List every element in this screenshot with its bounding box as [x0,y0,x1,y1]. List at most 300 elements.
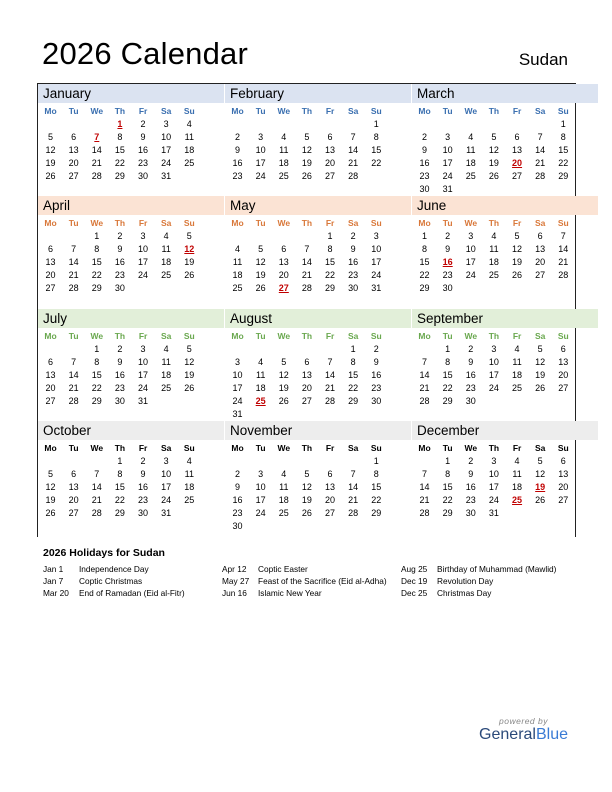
day-cell: 27 [558,495,569,505]
day-cell: 11 [184,132,194,142]
day-cell: 21 [419,495,430,505]
day-cell: 8 [445,357,451,367]
day-cell: 15 [442,482,453,492]
weekday-label: Th [488,331,500,341]
day-cell: 30 [138,508,149,518]
weekday-label: Fr [138,106,148,116]
weekday-label: Tu [68,106,79,116]
day-cell: 19 [301,495,312,505]
day-cell: 18 [512,370,523,380]
holiday-date: Dec 19 [401,576,428,586]
day-cell: 20 [45,383,56,393]
day-cell: 12 [535,357,546,367]
empty-cell [529,118,552,131]
day-cell: 18 [512,482,523,492]
weekday-label: Mo [231,218,244,228]
day-cell: 28 [419,396,430,406]
month-header: May [225,196,411,215]
day-cell: 29 [114,508,125,518]
weekday-label: Mo [44,106,57,116]
day-cell: 10 [442,145,453,155]
day-cell: 4 [186,119,192,129]
weekday-label: Su [370,331,382,341]
day-cell: 21 [535,158,546,168]
day-cell: 4 [235,244,241,254]
day-cell: 8 [422,244,428,254]
day-cell: 11 [466,145,476,155]
day-cell: 10 [371,244,382,254]
month-may [225,196,411,308]
day-cell: 13 [301,370,312,380]
day-cell: 18 [161,370,172,380]
day-cell: 19 [184,257,195,267]
day-cell: 3 [258,132,264,142]
day-cell: 31 [232,409,243,419]
day-cell: 6 [514,132,520,142]
day-cell: 25 [488,270,499,280]
day-cell: 3 [491,344,497,354]
day-cell: 15 [91,370,102,380]
holiday-day: 16 [442,257,453,267]
month-days-grid [38,217,224,295]
day-cell: 30 [114,283,125,293]
day-cell: 27 [512,171,523,181]
day-cell: 23 [465,383,476,393]
day-cell: 10 [161,132,172,142]
day-cell: 12 [301,145,312,155]
day-cell: 3 [235,357,241,367]
day-cell: 18 [255,383,266,393]
day-cell: 26 [301,171,312,181]
day-cell: 11 [279,145,289,155]
day-cell: 9 [422,145,428,155]
day-cell: 9 [350,244,356,254]
day-cell: 9 [235,145,241,155]
holiday-name: Independence Day [79,564,149,574]
day-cell: 18 [278,495,289,505]
day-cell: 12 [535,469,546,479]
day-cell: 26 [278,396,289,406]
day-cell: 17 [255,495,266,505]
day-cell: 3 [468,231,474,241]
holiday-name: Birthday of Muhammad (Mawlid) [437,564,557,574]
month-header: June [412,196,598,215]
empty-cell [226,230,249,243]
weekday-label: Tu [68,331,79,341]
day-cell: 27 [325,171,336,181]
empty-cell [436,118,459,131]
month-october [38,421,224,533]
day-cell: 5 [186,231,192,241]
day-cell: 13 [278,257,289,267]
day-cell: 23 [138,158,149,168]
day-cell: 1 [117,456,123,466]
day-cell: 14 [535,145,546,155]
holiday-date: Dec 25 [401,588,428,598]
day-cell: 13 [45,370,56,380]
empty-cell [295,118,318,131]
day-cell: 25 [232,283,243,293]
weekday-label: Su [183,443,195,453]
day-cell: 13 [45,257,56,267]
day-cell: 19 [45,495,56,505]
day-cell: 14 [68,370,79,380]
holiday-date: Jan 1 [43,564,64,574]
day-cell: 9 [373,357,379,367]
weekday-label: We [464,443,478,453]
day-cell: 21 [325,383,336,393]
holiday-day: 1 [117,119,123,129]
day-cell: 30 [442,283,453,293]
empty-cell [39,455,62,468]
holiday-date: Aug 25 [401,564,428,574]
weekday-label: Sa [534,331,546,341]
day-cell: 14 [325,370,336,380]
day-cell: 23 [114,383,125,393]
day-cell: 7 [304,244,310,254]
day-cell: 26 [184,270,195,280]
weekday-label: Su [557,106,569,116]
day-cell: 17 [161,482,172,492]
day-cell: 2 [373,344,379,354]
day-cell: 8 [117,132,123,142]
day-cell: 20 [68,495,79,505]
month-november [225,421,411,533]
day-cell: 10 [138,357,149,367]
day-cell: 18 [232,270,243,280]
day-cell: 15 [114,482,125,492]
weekday-label: Su [183,218,195,228]
day-cell: 7 [537,132,543,142]
day-cell: 8 [350,357,356,367]
day-cell: 21 [419,383,430,393]
day-cell: 16 [465,370,476,380]
day-cell: 14 [91,482,102,492]
month-september [412,309,598,421]
day-cell: 20 [325,158,336,168]
holiday-day: 27 [278,283,289,293]
day-cell: 19 [301,158,312,168]
day-cell: 2 [235,469,241,479]
month-days-grid [412,442,598,520]
day-cell: 7 [350,469,356,479]
weekday-label: Fr [138,218,148,228]
month-days-grid [412,105,598,196]
day-cell: 27 [45,283,56,293]
day-cell: 16 [232,158,243,168]
day-cell: 13 [558,357,569,367]
day-cell: 7 [422,357,428,367]
day-cell: 26 [45,171,56,181]
weekday-label: Mo [418,106,431,116]
holiday-name: Revolution Day [437,576,494,586]
day-cell: 2 [140,456,146,466]
day-cell: 15 [371,145,382,155]
month-header: December [412,421,598,440]
day-cell: 21 [301,270,312,280]
weekday-label: Sa [347,331,359,341]
weekday-label: Tu [68,218,79,228]
day-cell: 20 [558,482,569,492]
empty-cell [226,343,249,356]
day-cell: 22 [371,495,382,505]
empty-cell [459,118,482,131]
day-cell: 1 [445,344,451,354]
day-cell: 29 [325,283,336,293]
day-cell: 10 [161,469,172,479]
day-cell: 5 [304,132,310,142]
day-cell: 7 [71,244,77,254]
day-cell: 16 [419,158,430,168]
day-cell: 12 [255,257,266,267]
day-cell: 23 [232,171,243,181]
weekday-label: Fr [512,331,522,341]
weekday-label: Sa [534,443,546,453]
day-cell: 7 [422,469,428,479]
day-cell: 9 [468,469,474,479]
holiday-date: Apr 12 [222,564,247,574]
day-cell: 2 [468,456,474,466]
day-cell: 1 [373,119,379,129]
day-cell: 16 [138,145,149,155]
month-header: September [412,309,598,328]
month-days-grid [225,105,411,183]
brand-name [479,726,568,744]
day-cell: 17 [161,145,172,155]
weekday-label: Th [301,218,313,228]
day-cell: 12 [45,482,56,492]
month-header: March [412,84,598,103]
weekday-label: Tu [442,443,453,453]
weekday-label: Sa [534,218,546,228]
day-cell: 5 [48,132,54,142]
holiday-column [401,563,587,599]
day-cell: 16 [465,482,476,492]
day-cell: 8 [373,132,379,142]
day-cell: 17 [442,158,453,168]
day-cell: 12 [488,145,499,155]
day-cell: 6 [560,344,566,354]
brand-logo[interactable] [479,716,568,744]
day-cell: 27 [301,396,312,406]
day-cell: 25 [161,383,172,393]
weekday-label: Th [488,218,500,228]
day-cell: 30 [465,508,476,518]
day-cell: 9 [235,482,241,492]
day-cell: 2 [422,132,428,142]
empty-cell [249,118,272,131]
day-cell: 21 [348,495,359,505]
weekday-label: Mo [231,106,244,116]
day-cell: 8 [373,469,379,479]
day-cell: 6 [281,244,287,254]
weekday-label: Fr [512,106,522,116]
weekday-label: Tu [255,443,266,453]
month-august [225,309,411,421]
day-cell: 11 [512,469,522,479]
weekday-label: Fr [512,218,522,228]
weekday-label: Th [301,331,313,341]
day-cell: 4 [491,231,497,241]
day-cell: 29 [91,283,102,293]
day-cell: 17 [488,370,499,380]
day-cell: 17 [371,257,382,267]
day-cell: 4 [514,344,520,354]
holiday-name: Coptic Christmas [79,576,143,586]
day-cell: 6 [71,132,77,142]
day-cell: 8 [445,469,451,479]
day-cell: 11 [256,370,266,380]
weekday-label: Th [114,218,126,228]
day-cell: 18 [184,482,195,492]
day-cell: 1 [422,231,428,241]
day-cell: 23 [114,270,125,280]
weekday-label: Mo [418,218,431,228]
day-cell: 5 [514,231,520,241]
empty-cell [62,230,85,243]
day-cell: 12 [278,370,289,380]
day-cell: 22 [371,158,382,168]
day-cell: 13 [535,244,546,254]
day-cell: 4 [163,231,169,241]
empty-cell [249,230,272,243]
day-cell: 22 [348,383,359,393]
weekday-label: We [90,218,104,228]
day-cell: 23 [232,508,243,518]
holiday-row [222,587,408,599]
day-cell: 4 [514,456,520,466]
weekday-label: Su [370,443,382,453]
empty-cell [249,455,272,468]
holidays-title: 2026 Holidays for Sudan [43,547,165,559]
holiday-day: 25 [512,495,523,505]
day-cell: 6 [537,231,543,241]
day-cell: 18 [161,257,172,267]
day-cell: 22 [114,158,125,168]
holiday-day: 19 [535,482,546,492]
day-cell: 13 [68,482,79,492]
weekday-label: Fr [512,443,522,453]
day-cell: 11 [232,257,243,267]
holiday-day: 20 [512,158,523,168]
weekday-label: Tu [68,443,79,453]
day-cell: 5 [537,456,543,466]
empty-cell [62,118,85,131]
day-cell: 5 [48,469,54,479]
weekday-label: Su [557,443,569,453]
weekday-label: Su [370,106,382,116]
day-cell: 26 [535,495,546,505]
holiday-day: 25 [255,396,266,406]
day-cell: 24 [488,495,499,505]
empty-cell [62,343,85,356]
day-cell: 30 [348,283,359,293]
month-days-grid [225,442,411,533]
day-cell: 12 [184,357,195,367]
day-cell: 25 [184,495,195,505]
weekday-label: Fr [138,443,148,453]
day-cell: 25 [161,270,172,280]
empty-cell [413,455,436,468]
day-cell: 2 [117,344,123,354]
day-cell: 1 [350,344,356,354]
weekday-label: We [464,331,478,341]
day-cell: 22 [442,383,453,393]
day-cell: 6 [327,469,333,479]
weekday-label: We [277,331,291,341]
day-cell: 4 [281,132,287,142]
weekday-label: Mo [44,218,57,228]
weekday-label: We [90,331,104,341]
weekday-label: Sa [160,106,172,116]
day-cell: 29 [371,508,382,518]
day-cell: 10 [488,357,499,367]
holiday-name: Christmas Day [437,588,492,598]
day-cell: 24 [442,171,453,181]
holiday-day: 12 [184,244,195,254]
day-cell: 30 [465,396,476,406]
day-cell: 19 [512,257,523,267]
holiday-date: Jun 16 [222,588,247,598]
day-cell: 22 [419,270,430,280]
day-cell: 23 [465,495,476,505]
day-cell: 9 [140,469,146,479]
day-cell: 29 [91,396,102,406]
weekday-label: Fr [325,106,335,116]
day-cell: 7 [350,132,356,142]
day-cell: 29 [558,171,569,181]
weekday-label: Tu [255,218,266,228]
day-cell: 1 [94,231,100,241]
day-cell: 21 [91,495,102,505]
day-cell: 29 [114,171,125,181]
day-cell: 3 [163,456,169,466]
empty-cell [295,455,318,468]
day-cell: 8 [94,244,100,254]
weekday-label: Tu [442,218,453,228]
day-cell: 15 [91,257,102,267]
day-cell: 31 [161,171,172,181]
day-cell: 28 [68,283,79,293]
day-cell: 11 [184,469,194,479]
holiday-row [43,563,229,575]
day-cell: 12 [512,244,523,254]
day-cell: 11 [489,244,499,254]
day-cell: 13 [325,482,336,492]
day-cell: 26 [488,171,499,181]
day-cell: 19 [184,370,195,380]
day-cell: 1 [445,456,451,466]
day-cell: 24 [255,508,266,518]
day-cell: 13 [558,469,569,479]
calendar-grid [37,83,576,537]
day-cell: 27 [325,508,336,518]
day-cell: 26 [301,508,312,518]
day-cell: 31 [442,184,453,194]
weekday-label: Mo [418,443,431,453]
day-cell: 20 [45,270,56,280]
weekday-label: Sa [160,331,172,341]
day-cell: 24 [488,383,499,393]
month-header: July [38,309,224,328]
day-cell: 9 [445,244,451,254]
holiday-date: Mar 20 [43,588,69,598]
month-header: August [225,309,411,328]
day-cell: 2 [445,231,451,241]
day-cell: 24 [161,158,172,168]
holiday-day: 7 [94,132,100,142]
day-cell: 16 [348,257,359,267]
